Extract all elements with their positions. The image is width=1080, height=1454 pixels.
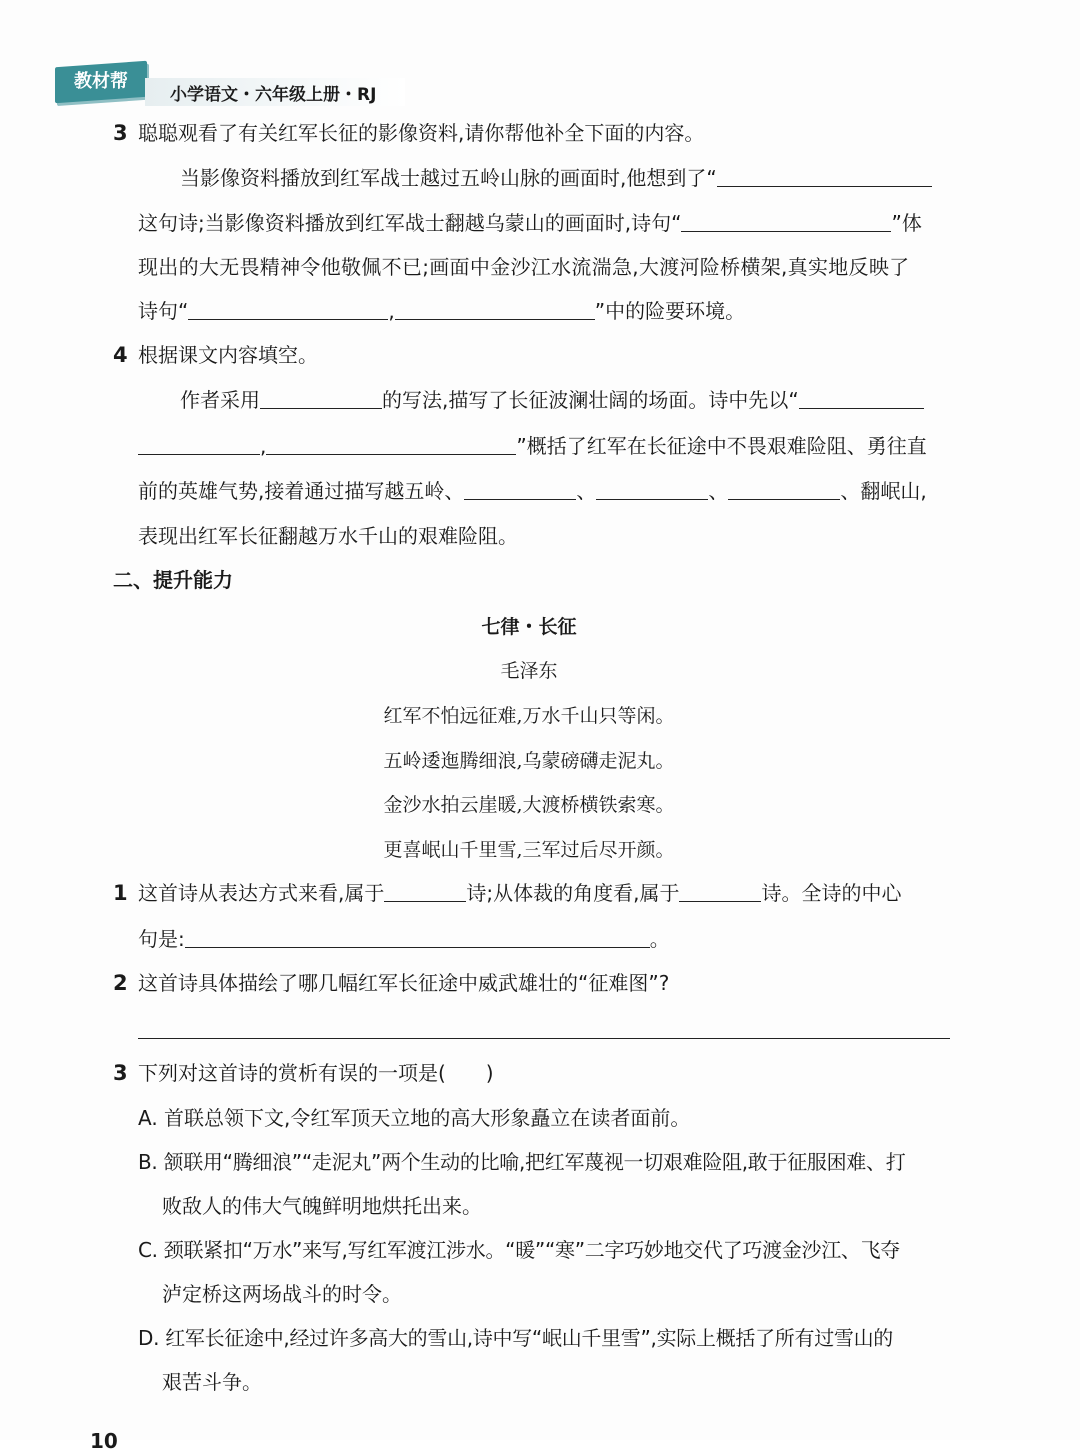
- text: 诗。全诗的中心: [761, 881, 902, 905]
- answer-blank[interactable]: [464, 479, 576, 500]
- q4-line3: [138, 478, 927, 504]
- q3-line3: 现出的大无畏精神令他敬佩不已;画面中金沙江水流湍急,大渡河险桥横架,真实地反映了: [138, 255, 910, 279]
- option-b[interactable]: B. 颔联用“腾细浪”“走泥丸”两个生动的比喻,把红军蔑视一切艰难险阻,敢于征服困难、打: [138, 1150, 906, 1174]
- option-d-cont: 艰苦斗争。: [162, 1370, 262, 1394]
- text: ,: [260, 434, 267, 458]
- text: 。: [649, 927, 670, 951]
- q3-line1: [180, 165, 932, 191]
- text: 、翻岷山,: [840, 479, 927, 503]
- option-c-cont: 泸定桥这两场战斗的时令。: [162, 1282, 402, 1306]
- option-c[interactable]: C. 颈联紧扣“万水”来写,写红军渡江涉水。“暖”“寒”二字巧妙地交代了巧渡金沙江、飞夺: [138, 1238, 901, 1262]
- answer-blank[interactable]: [717, 166, 932, 187]
- p3-stem: 下列对这首诗的赏析有误的一项是( ): [138, 1061, 494, 1085]
- section-heading: 二、提升能力: [113, 568, 233, 592]
- q3-stem: 聪聪观看了有关红军长征的影像资料,请你帮他补全下面的内容。: [138, 121, 705, 145]
- q4-number: 4: [113, 343, 128, 367]
- text: ”体: [891, 211, 922, 235]
- q3-line4: [138, 298, 745, 324]
- text: ”概括了红军在长征途中不畏艰难险阻、勇往直: [516, 434, 927, 458]
- answer-blank[interactable]: [679, 881, 761, 902]
- poem-title: 七律・长征: [481, 616, 577, 638]
- text: ,: [388, 299, 395, 323]
- text: 、: [576, 479, 597, 503]
- text: 作者采用: [180, 388, 260, 412]
- text: ”中的险要环境。: [594, 299, 746, 323]
- text: 的写法,描写了长征波澜壮阔的场面。诗中先以“: [382, 388, 799, 412]
- answer-blank[interactable]: [681, 211, 891, 232]
- answer-line[interactable]: [138, 1038, 950, 1039]
- p2-question: 这首诗具体描绘了哪几幅红军长征途中威武雄壮的“征难图”?: [138, 971, 670, 995]
- poem-line: 红军不怕远征难,万水千山只等闲。: [383, 705, 675, 727]
- q4-line4: 表现出红军长征翻越万水千山的艰难险阻。: [138, 524, 518, 548]
- brand-tag: [55, 61, 147, 103]
- answer-blank[interactable]: [728, 479, 840, 500]
- poem-line: 五岭逶迤腾细浪,乌蒙磅礴走泥丸。: [383, 750, 675, 772]
- answer-blank[interactable]: [260, 388, 382, 409]
- answer-blank[interactable]: [799, 388, 924, 409]
- p1-line2: [138, 926, 670, 952]
- text: 、: [708, 479, 729, 503]
- p1-line1: [138, 880, 901, 906]
- answer-blank[interactable]: [395, 299, 595, 320]
- poem-line: 金沙水拍云崖暖,大渡桥横铁索寒。: [383, 794, 675, 816]
- answer-blank[interactable]: [384, 881, 466, 902]
- p3-number: 3: [113, 1061, 128, 1085]
- q4-line1: [180, 387, 924, 413]
- text: 前的英雄气势,接着通过描写越五岭、: [138, 479, 465, 503]
- text: 句是:: [138, 927, 185, 951]
- text: 这首诗从表达方式来看,属于: [138, 881, 385, 905]
- q3-line2: [138, 210, 922, 236]
- text: 这句诗;当影像资料播放到红军战士翻越乌蒙山的画面时,诗句“: [138, 211, 682, 235]
- answer-blank[interactable]: [188, 299, 388, 320]
- option-a[interactable]: A. 首联总领下文,令红军顶天立地的高大形象矗立在读者面前。: [138, 1106, 691, 1130]
- p2-number: 2: [113, 971, 128, 995]
- text: 诗句“: [138, 299, 189, 323]
- book-title: 小学语文・六年级上册・RJ: [170, 85, 377, 105]
- option-d[interactable]: D. 红军长征途中,经过许多高大的雪山,诗中写“岷山千里雪”,实际上概括了所有过雪山的: [138, 1326, 894, 1350]
- p1-number: 1: [113, 881, 128, 905]
- answer-blank[interactable]: [185, 927, 650, 948]
- brand-label: 教材帮: [74, 71, 128, 92]
- poem-line: 更喜岷山千里雪,三军过后尽开颜。: [383, 839, 675, 861]
- q4-line2: [138, 433, 927, 459]
- option-b-cont: 败敌人的伟大气魄鲜明地烘托出来。: [162, 1194, 482, 1218]
- q3-number: 3: [113, 121, 128, 145]
- q4-stem: 根据课文内容填空。: [138, 343, 318, 367]
- answer-blank[interactable]: [138, 434, 260, 455]
- poem-author: 毛泽东: [500, 660, 558, 682]
- text: 当影像资料播放到红军战士越过五岭山脉的画面时,他想到了“: [180, 166, 717, 190]
- answer-blank[interactable]: [266, 434, 516, 455]
- answer-blank[interactable]: [596, 479, 708, 500]
- page-number: 10: [90, 1429, 118, 1453]
- text: 诗;从体裁的角度看,属于: [466, 881, 680, 905]
